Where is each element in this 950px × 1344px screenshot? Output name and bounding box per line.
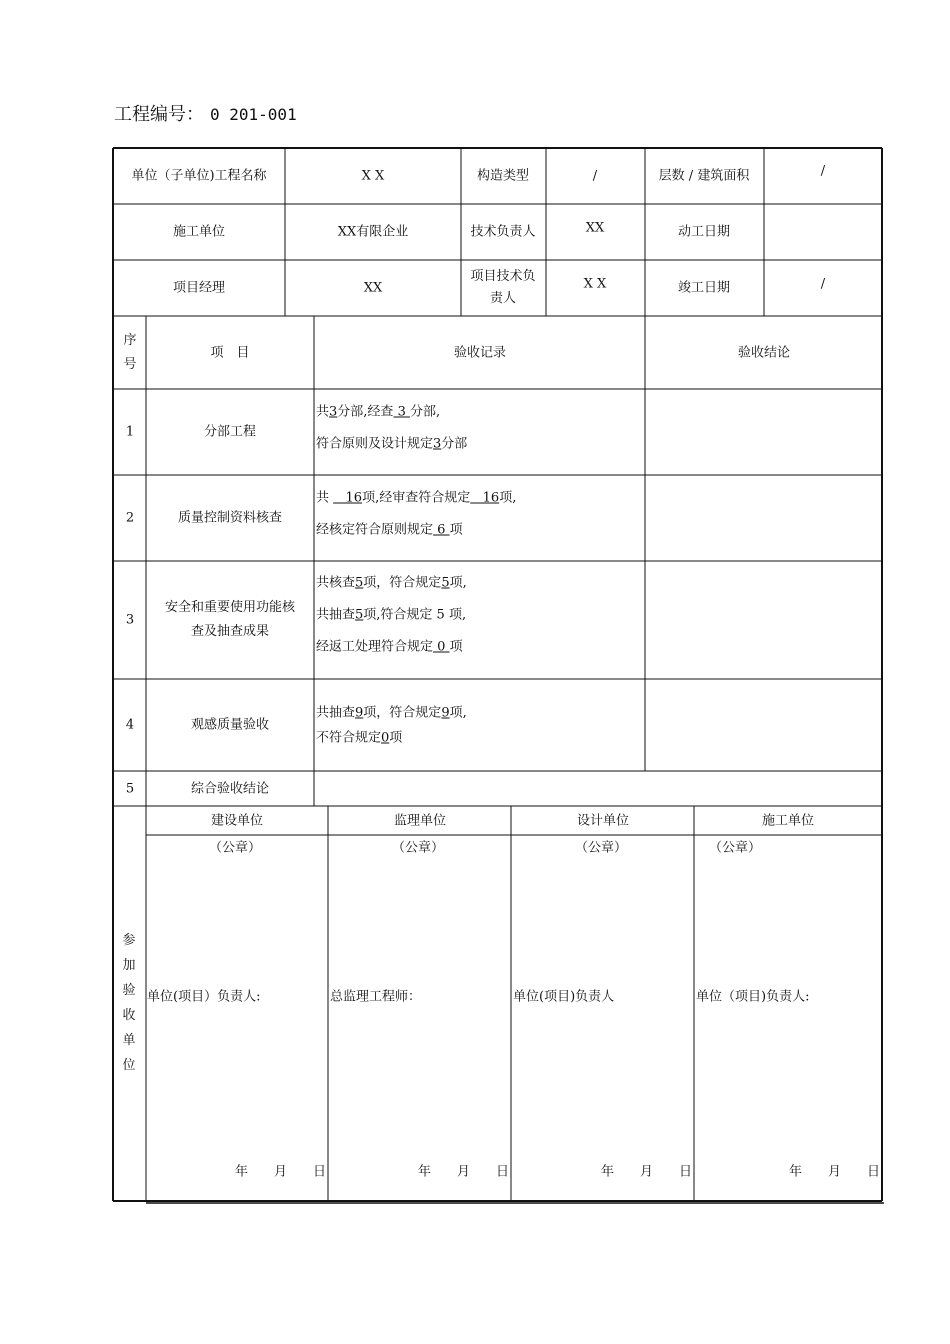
col-header-conclusion: 验收结论 [737, 345, 791, 361]
row-item: 综合验收结论 [190, 781, 270, 797]
row-seq: 2 [125, 510, 135, 526]
record-line: 共抽查5项,符合规定 5 项, [316, 607, 467, 623]
value-project-name: X X [361, 168, 385, 184]
date-designer: 年 月 日 [600, 1164, 692, 1180]
unit-header-contractor: 施工单位 [761, 813, 815, 829]
date-contractor: 年 月 日 [788, 1164, 880, 1180]
value-structure-type: / [592, 168, 598, 184]
project-number-value: 0 201-001 [210, 105, 297, 124]
record-line: 符合原则及设计规定3分部 [316, 436, 468, 452]
label-project-technical-lead: 项目技术负责人 [470, 269, 536, 306]
record-line: 经核定符合原则规定 6 项 [316, 522, 463, 538]
record-line: 共3分部,经查 3 分部, [316, 404, 441, 420]
unit-header-designer: 设计单位 [576, 813, 630, 829]
col-header-seq: 序号 [123, 333, 137, 372]
label-technical-lead: 技术负责人 [470, 224, 536, 240]
value-completion-date: / [820, 276, 826, 292]
date-owner: 年 月 日 [234, 1164, 326, 1180]
col-header-record: 验收记录 [453, 345, 507, 361]
row-seq: 4 [125, 717, 135, 733]
project-number-label: 工程编号： [114, 104, 204, 125]
value-technical-lead: XX [585, 220, 605, 236]
row-item: 观感质量验收 [190, 717, 270, 733]
label-floors-area: 层数 / 建筑面积 [658, 168, 750, 184]
row-item: 安全和重要使用功能核查及抽查成果 [164, 600, 295, 639]
label-project-name: 单位（子单位)工程名称 [131, 168, 267, 184]
row-item: 质量控制资料核查 [177, 510, 283, 526]
signer-contractor: 单位（项目)负责人: [696, 989, 810, 1005]
seal-owner: （公章） [208, 840, 262, 856]
label-project-manager: 项目经理 [172, 280, 226, 296]
row-seq: 3 [125, 612, 135, 628]
signer-owner: 单位(项目）负责人: [147, 989, 261, 1005]
col-header-item: 项 目 [210, 345, 250, 361]
row-seq: 1 [125, 424, 135, 440]
value-floors-area: / [820, 163, 826, 179]
label-start-date: 动工日期 [677, 224, 731, 240]
value-construction-unit: XX有限企业 [337, 224, 409, 240]
value-project-technical-lead: X X [583, 276, 607, 292]
unit-header-owner: 建设单位 [210, 813, 264, 829]
participants-label: 参加验收单位 [122, 933, 136, 1073]
signer-supervisor: 总监理工程师： [330, 989, 422, 1005]
value-project-manager: XX [363, 280, 383, 296]
record-line: 共 16项,经审查符合规定 16项, [316, 490, 517, 506]
record-line: 共抽查9项，符合规定9项, [316, 705, 467, 721]
row-item: 分部工程 [203, 424, 257, 440]
seal-contractor: （公章） [708, 840, 762, 856]
unit-header-supervisor: 监理单位 [393, 813, 447, 829]
seal-supervisor: （公章） [391, 840, 445, 856]
label-completion-date: 竣工日期 [677, 280, 731, 296]
record-line: 经返工处理符合规定 0 项 [316, 639, 463, 655]
record-line: 共核查5项，符合规定5项, [316, 575, 467, 591]
row-seq: 5 [125, 781, 135, 797]
seal-designer: （公章） [574, 840, 628, 856]
record-line: 不符合规定0项 [316, 730, 403, 746]
date-supervisor: 年 月 日 [417, 1164, 509, 1180]
label-structure-type: 构造类型 [476, 168, 530, 184]
label-construction-unit: 施工单位 [172, 224, 226, 240]
signer-designer: 单位(项目)负责人 [513, 989, 615, 1005]
